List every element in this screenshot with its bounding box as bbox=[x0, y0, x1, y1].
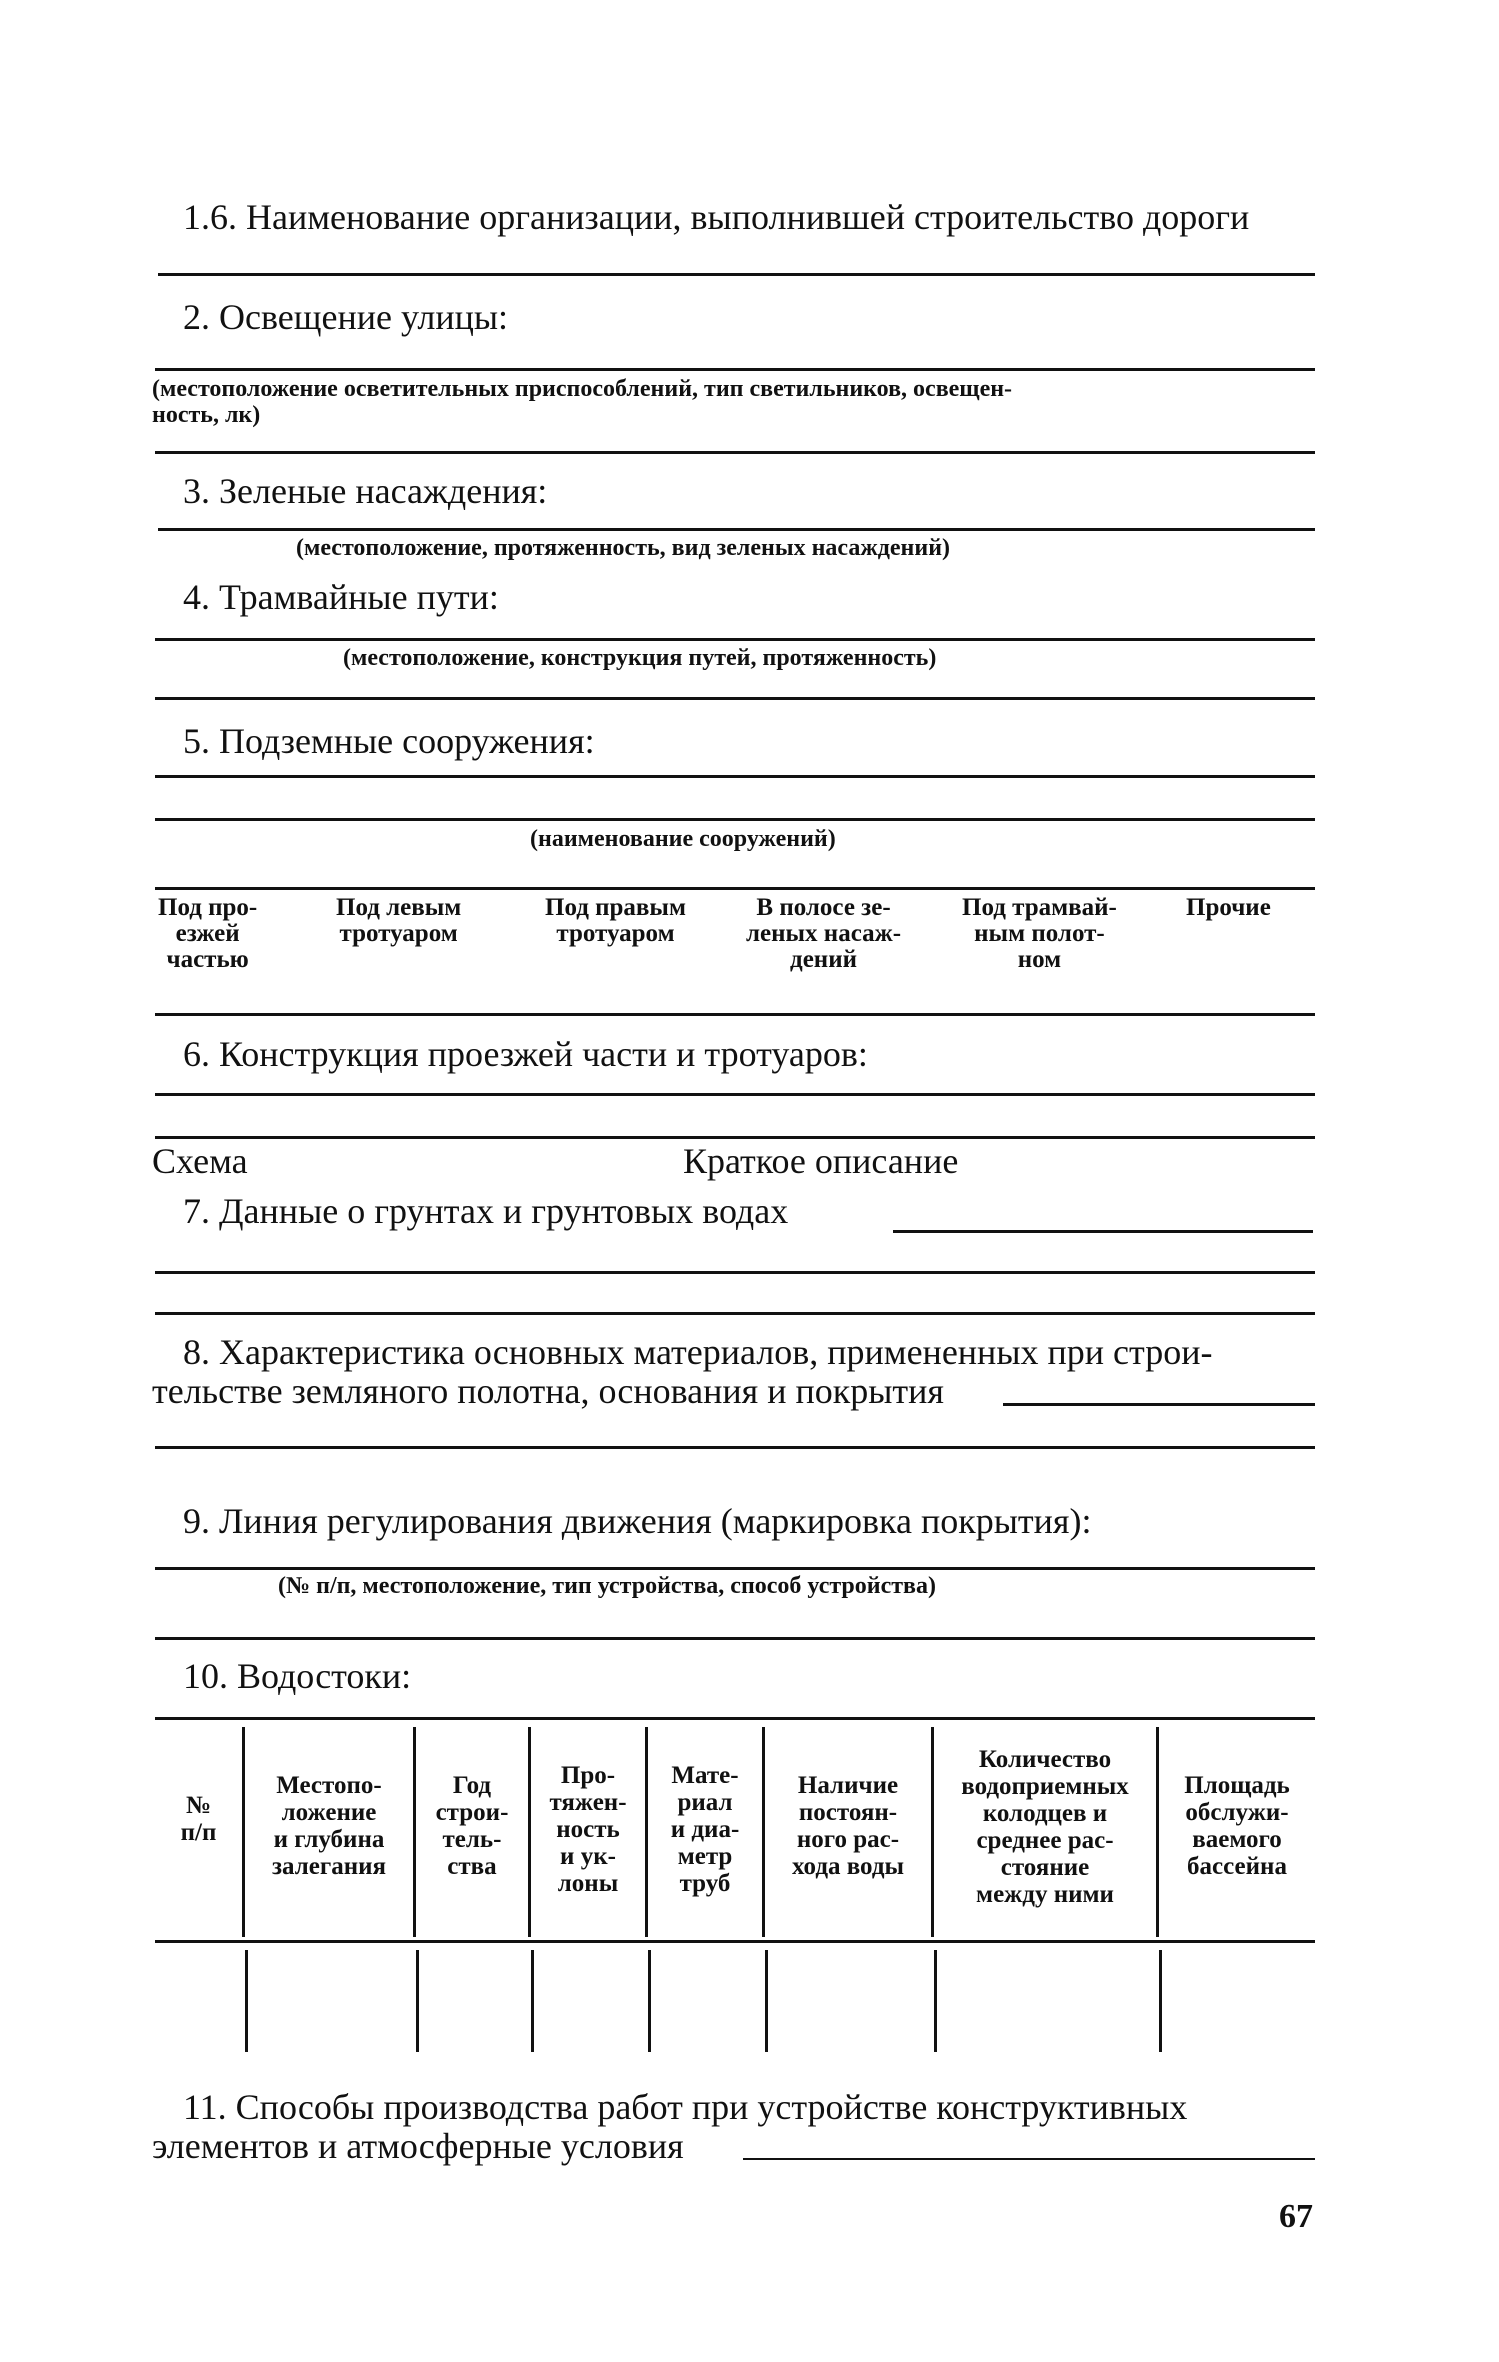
fill-line bbox=[155, 1093, 1315, 1096]
fill-line bbox=[158, 273, 1315, 276]
table-divider bbox=[528, 1727, 531, 1937]
table-divider bbox=[645, 1727, 648, 1937]
fill-line bbox=[155, 1637, 1315, 1640]
section-9-heading: 9. Линия регулирования движения (маркировка покрытия): bbox=[183, 1501, 1092, 1541]
fill-line bbox=[155, 1136, 1315, 1139]
fill-line bbox=[155, 818, 1315, 821]
table-divider bbox=[531, 1950, 534, 2052]
drains-header-location: Местопо- ложение и глубина залегания bbox=[271, 1772, 387, 1880]
table-divider bbox=[931, 1727, 934, 1937]
section-1-6-heading: 1.6. Наименование организации, выполнившей строительство дороги bbox=[183, 197, 1250, 237]
drains-header-area: Площадь обслужи- ваемого бассейна bbox=[1184, 1772, 1290, 1880]
section-11-line2: элементов и атмосферные условия bbox=[152, 2126, 684, 2166]
underground-column-other: Прочие bbox=[1186, 894, 1271, 921]
fill-line bbox=[155, 368, 1315, 371]
drains-header-flow: Наличие постоян- ного рас- хода воды bbox=[792, 1772, 904, 1880]
section-5-caption: (наименование сооружений) bbox=[530, 826, 836, 852]
fill-line bbox=[893, 1230, 1313, 1233]
underground-column-right-sidewalk: Под правым тротуаром bbox=[545, 894, 686, 947]
fill-line bbox=[155, 1567, 1315, 1570]
drains-header-year: Год строи- тель- ства bbox=[435, 1772, 509, 1880]
table-divider bbox=[934, 1950, 937, 2052]
section-8-line1: 8. Характеристика основных материалов, примененных при строи- bbox=[183, 1332, 1213, 1372]
table-divider bbox=[245, 1950, 248, 2052]
section-9-caption: (№ п/п, местоположение, тип устройства, способ устройства) bbox=[278, 1573, 936, 1599]
drains-header-length: Про- тяжен- ность и ук- лоны bbox=[549, 1762, 627, 1897]
underground-column-tram-track: Под трамвай- ным полот- ном bbox=[962, 894, 1117, 973]
drains-header-wells: Количество водоприемных колодцев и среднее рас- стояние между ними bbox=[961, 1746, 1129, 1908]
table-divider bbox=[242, 1727, 245, 1937]
table-divider bbox=[1159, 1950, 1162, 2052]
fill-line bbox=[743, 2158, 1315, 2160]
table-header-rule bbox=[155, 1940, 1315, 1943]
table-divider bbox=[765, 1950, 768, 2052]
fill-line bbox=[155, 1446, 1315, 1449]
table-divider bbox=[413, 1727, 416, 1937]
table-divider bbox=[762, 1727, 765, 1937]
fill-line bbox=[155, 1013, 1315, 1016]
fill-line bbox=[155, 697, 1315, 700]
section-4-heading: 4. Трамвайные пути: bbox=[183, 577, 499, 617]
section-7-heading: 7. Данные о грунтах и грунтовых водах bbox=[183, 1191, 789, 1231]
fill-line bbox=[158, 528, 1315, 531]
section-2-caption-line2: ность, лк) bbox=[152, 402, 261, 428]
section-5-heading: 5. Подземные сооружения: bbox=[183, 721, 595, 761]
fill-line bbox=[155, 638, 1315, 641]
fill-line bbox=[155, 1271, 1315, 1274]
fill-line bbox=[155, 775, 1315, 778]
fill-line bbox=[155, 1312, 1315, 1315]
section-6-left-label: Схема bbox=[152, 1141, 248, 1181]
underground-column-left-sidewalk: Под левым тротуаром bbox=[336, 894, 462, 947]
section-3-heading: 3. Зеленые насаждения: bbox=[183, 471, 548, 511]
table-divider bbox=[416, 1950, 419, 2052]
underground-column-roadway: Под про- езжей частью bbox=[158, 894, 258, 973]
table-divider bbox=[648, 1950, 651, 2052]
section-10-heading: 10. Водостоки: bbox=[183, 1656, 412, 1696]
section-8-line2: тельстве земляного полотна, основания и покрытия bbox=[152, 1371, 944, 1411]
section-4-caption: (местоположение, конструкция путей, протяженность) bbox=[343, 645, 937, 671]
section-6-right-label: Краткое описание bbox=[683, 1141, 959, 1181]
section-11-line1: 11. Способы производства работ при устройстве конструктивных bbox=[183, 2087, 1188, 2127]
fill-line bbox=[155, 451, 1315, 454]
drains-header-material: Мате- риал и диа- метр труб bbox=[670, 1762, 740, 1897]
fill-line bbox=[1003, 1403, 1315, 1406]
section-2-caption-line1: (местоположение осветительных приспособлений, тип светильников, освещен- bbox=[152, 376, 1013, 402]
section-2-heading: 2. Освещение улицы: bbox=[183, 297, 509, 337]
page-number: 67 bbox=[1279, 2198, 1313, 2235]
table-top-rule bbox=[155, 1717, 1315, 1720]
section-6-heading: 6. Конструкция проезжей части и тротуаров: bbox=[183, 1034, 868, 1074]
drains-header-number: № п/п bbox=[180, 1792, 217, 1846]
table-divider bbox=[1156, 1727, 1159, 1937]
underground-column-green-strip: В полосе зе- леных насаж- дений bbox=[746, 894, 902, 973]
section-3-caption: (местоположение, протяженность, вид зеленых насаждений) bbox=[296, 535, 951, 561]
fill-line bbox=[155, 887, 1315, 890]
